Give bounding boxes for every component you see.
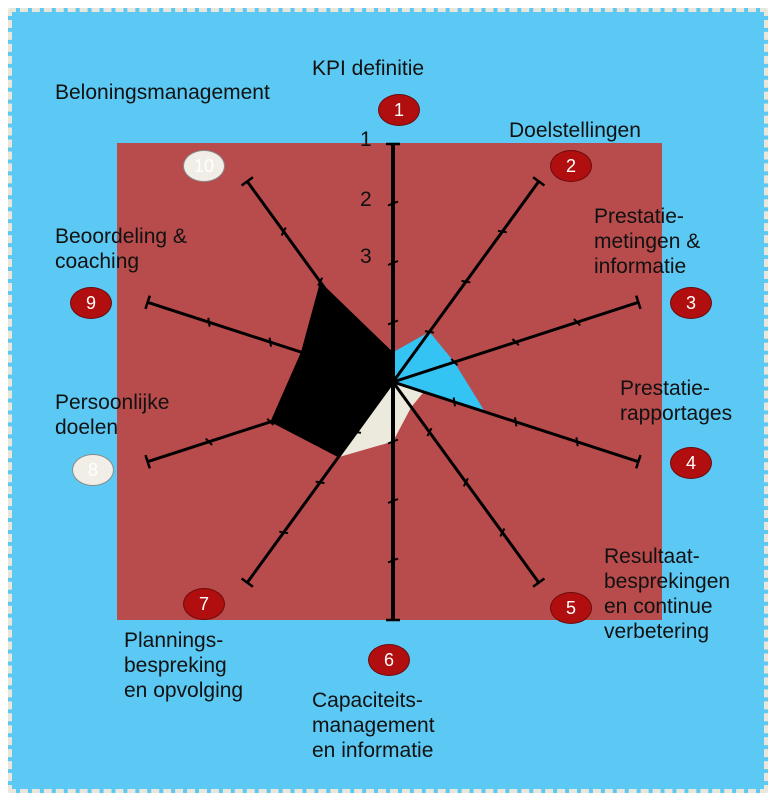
axis-label-6: Capaciteits- management en informatie xyxy=(312,689,435,762)
axis-tick-9-2 xyxy=(270,338,271,347)
axis-label-1: KPI definitie xyxy=(312,57,425,80)
axis-label-4: Prestatie- rapportages xyxy=(620,377,733,425)
scale-label-3: 3 xyxy=(360,245,372,268)
axis-label-5: Resultaat- besprekingen en continue verbetering xyxy=(604,545,731,643)
axis-tick-4-1 xyxy=(454,398,455,407)
axis-label-10: Beloningsmanagement xyxy=(55,81,270,104)
axis-badge-3: 3 xyxy=(670,287,712,319)
axis-label-7: Plannings- bespreking en opvolging xyxy=(124,629,244,702)
axis-label-9: Beoordeling & coaching xyxy=(55,225,187,273)
axis-label-2: Doelstellingen xyxy=(509,119,641,142)
axis-badge-2: 2 xyxy=(550,150,592,182)
axis-label-8: Persoonlijke doelen xyxy=(55,391,170,439)
axis-badge-4: 4 xyxy=(670,447,712,479)
axis-badge-7: 7 xyxy=(183,588,225,620)
axis-badge-8: 8 xyxy=(72,454,114,486)
axis-badge-5: 5 xyxy=(550,592,592,624)
axis-badge-9: 9 xyxy=(70,287,112,319)
axis-tick-4-3 xyxy=(576,437,577,446)
axis-tick-9-1 xyxy=(331,358,332,367)
axis-badge-6: 6 xyxy=(368,644,410,676)
axis-badge-10: 10 xyxy=(183,150,225,182)
axis-tick-4-2 xyxy=(515,417,516,426)
axis-label-3: Prestatie- metingen & informatie xyxy=(594,205,701,278)
scale-label-1: 1 xyxy=(360,128,372,151)
axis-tick-9-3 xyxy=(208,318,209,327)
axis-badge-1: 1 xyxy=(378,94,420,126)
scale-label-2: 2 xyxy=(360,188,372,211)
